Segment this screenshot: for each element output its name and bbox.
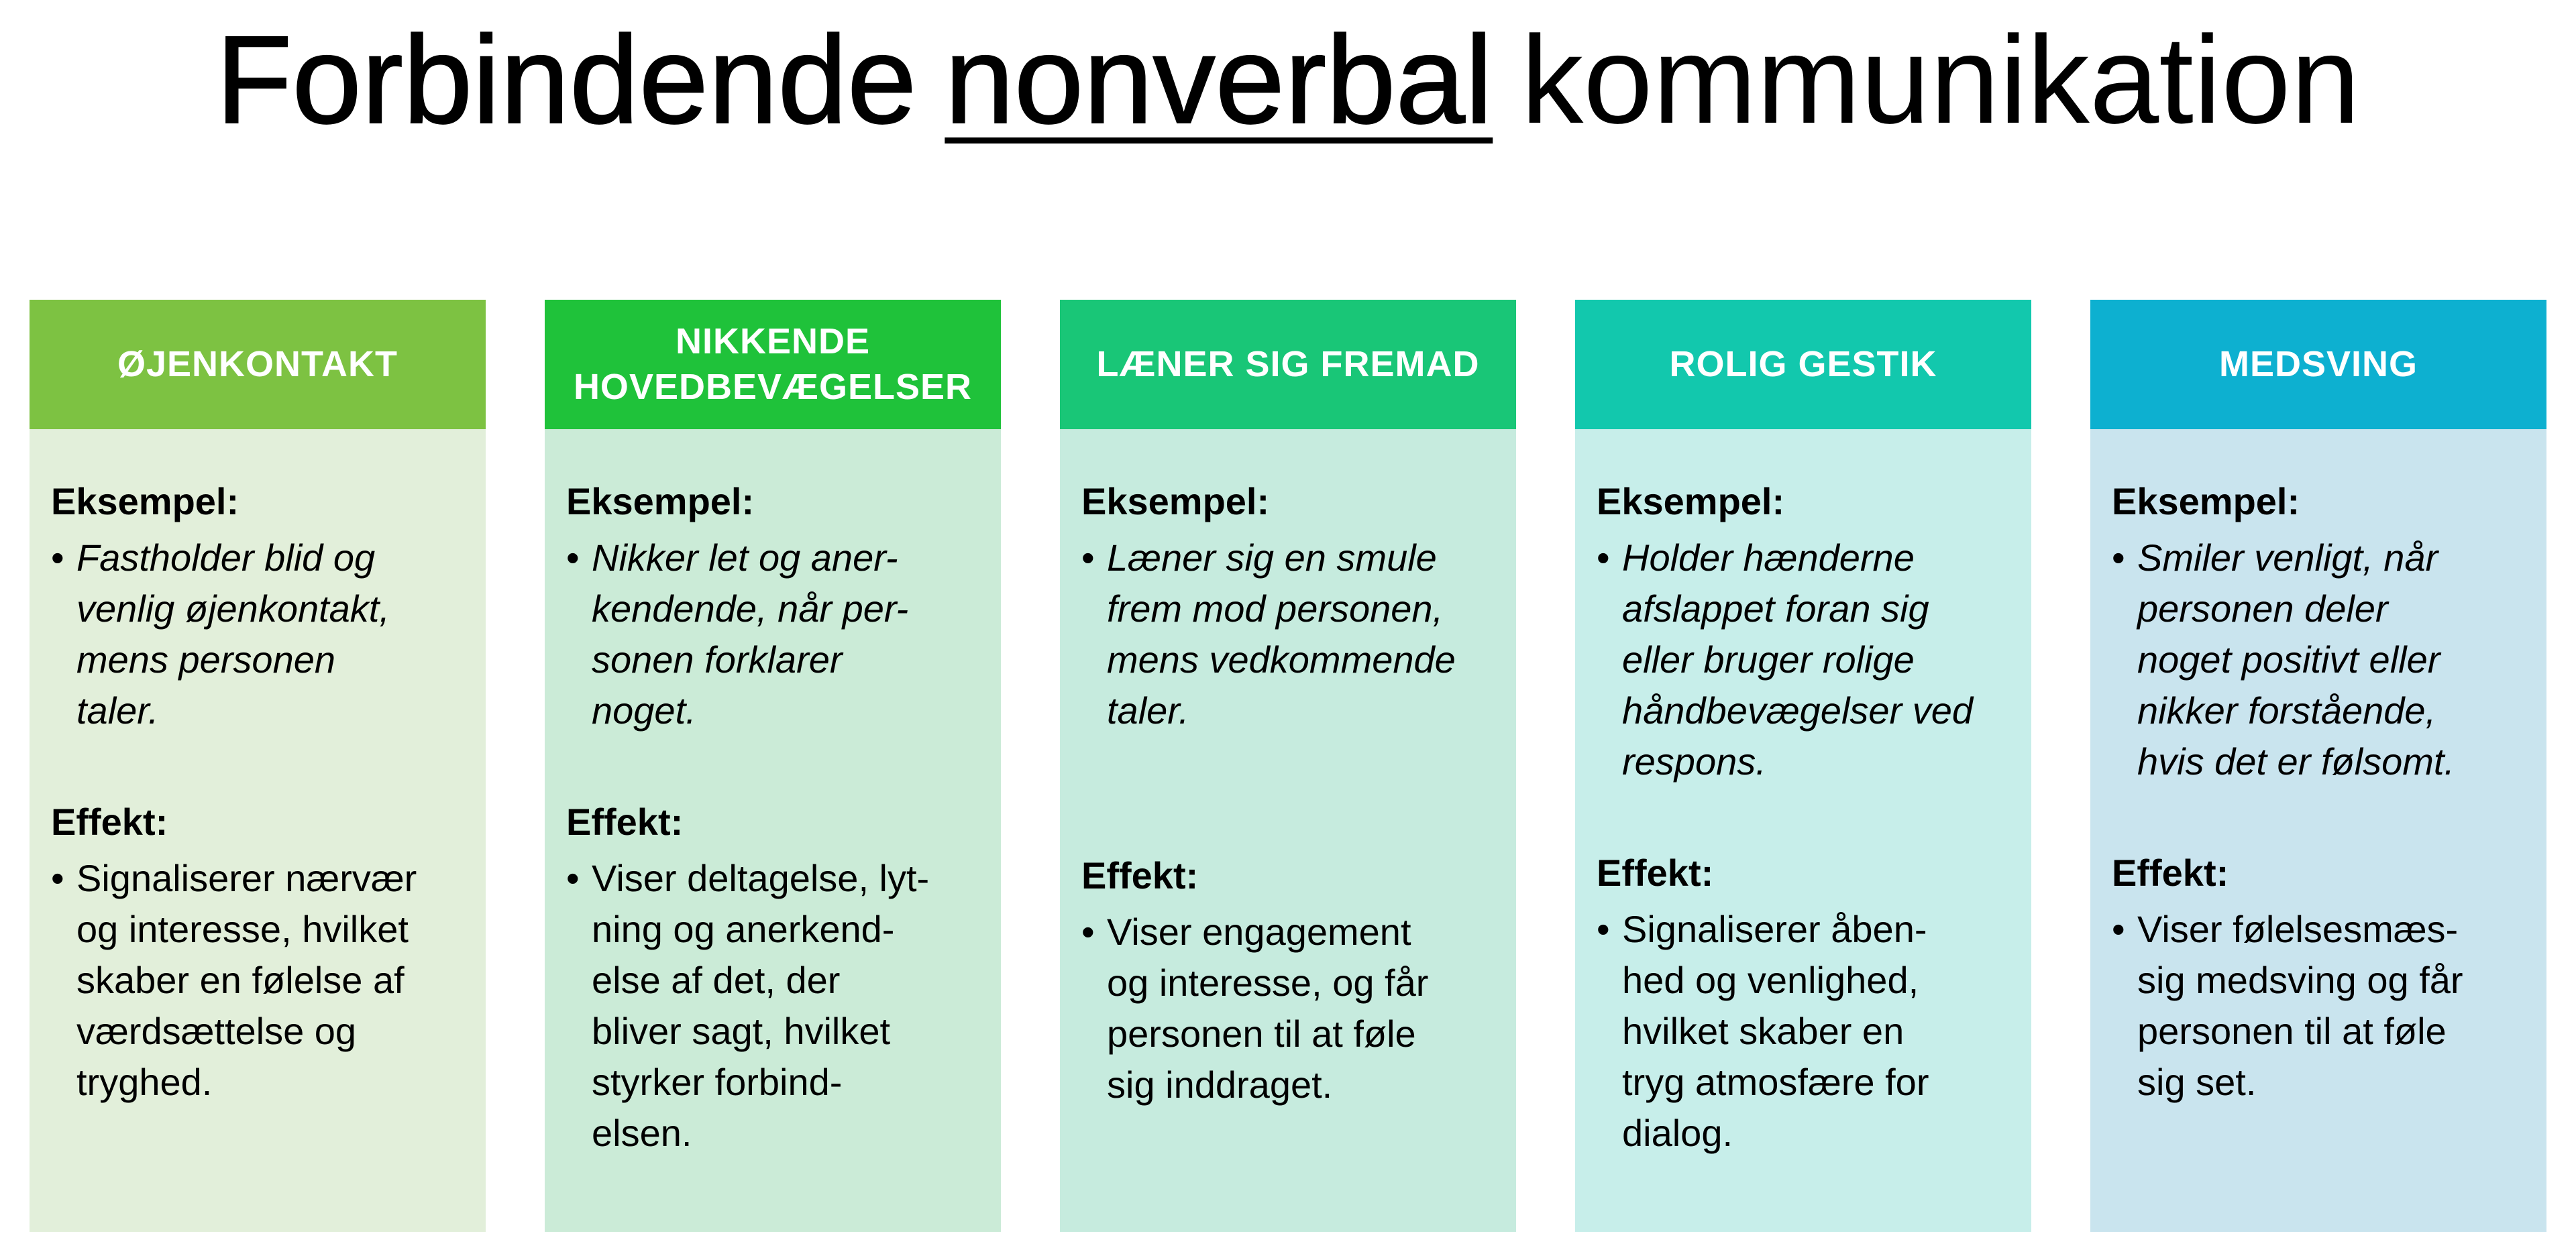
card-header: ØJENKONTAKT bbox=[30, 300, 486, 429]
effect-text: Viser deltagelse, lyt- ning og anerkend- else af det, der bliver sagt, hvilket styrker forbind- elsen. bbox=[592, 857, 930, 1154]
card-header: MEDSVING bbox=[2090, 300, 2546, 429]
effect-item bbox=[566, 853, 981, 1159]
effect-text: Signaliserer åben- hed og venlighed, hvilket skaber en tryg atmosfære for dialog. bbox=[1622, 908, 1929, 1154]
example-text: Læner sig en smule frem mod personen, mens vedkommende taler. bbox=[1107, 536, 1456, 732]
card-nikkende-hovedbevaegelser bbox=[545, 300, 1001, 1232]
effect-label: Effekt: bbox=[1081, 854, 1199, 897]
example-text: Fastholder blid og venlig øjenkontakt, mens personen taler. bbox=[76, 536, 390, 732]
example-label: Eksempel: bbox=[1081, 480, 1270, 522]
bullet-icon: • bbox=[566, 857, 580, 899]
example-label: Eksempel: bbox=[2112, 480, 2300, 522]
bullet-icon: • bbox=[1597, 908, 1610, 950]
card-body bbox=[1060, 429, 1516, 1232]
card-header: LÆNER SIG FREMAD bbox=[1060, 300, 1516, 429]
example-label: Eksempel: bbox=[566, 480, 755, 522]
bullet-icon: • bbox=[51, 857, 64, 899]
card-body bbox=[2090, 429, 2546, 1232]
effect-label: Effekt: bbox=[51, 801, 168, 843]
card-body bbox=[1575, 429, 2031, 1232]
card-laener-sig-fremad bbox=[1060, 300, 1516, 1232]
example-item bbox=[1597, 532, 2011, 787]
example-label: Eksempel: bbox=[51, 480, 239, 522]
bullet-icon: • bbox=[1597, 536, 1610, 579]
example-item bbox=[51, 532, 466, 736]
effect-item bbox=[2112, 904, 2526, 1108]
effect-label: Effekt: bbox=[1597, 852, 1714, 894]
example-item bbox=[566, 532, 981, 736]
title-part-3: kommunikation bbox=[1521, 11, 2361, 150]
example-text: Nikker let og aner- kendende, når per- sonen forklarer noget. bbox=[592, 536, 909, 732]
title-part-2-underlined: nonverbal bbox=[945, 11, 1493, 150]
card-header: ROLIG GESTIK bbox=[1575, 300, 2031, 429]
bullet-icon: • bbox=[1081, 911, 1095, 953]
card-medsving bbox=[2090, 300, 2546, 1232]
effect-text: Viser følelsesmæs- sig medsving og får personen til at føle sig set. bbox=[2137, 908, 2463, 1103]
effect-text: Viser engagement og interesse, og får personen til at føle sig inddraget. bbox=[1107, 911, 1429, 1106]
card-body bbox=[30, 429, 486, 1232]
card-body bbox=[545, 429, 1001, 1232]
bullet-icon: • bbox=[51, 536, 64, 579]
page-title bbox=[0, 0, 2576, 161]
effect-label: Effekt: bbox=[566, 801, 684, 843]
title-part-1: Forbindende bbox=[215, 11, 917, 150]
example-label: Eksempel: bbox=[1597, 480, 1785, 522]
example-item bbox=[1081, 532, 1496, 736]
bullet-icon: • bbox=[2112, 536, 2125, 579]
example-item bbox=[2112, 532, 2526, 787]
card-rolig-gestik bbox=[1575, 300, 2031, 1232]
effect-label: Effekt: bbox=[2112, 852, 2229, 894]
cards-row bbox=[0, 300, 2576, 1232]
bullet-icon: • bbox=[566, 536, 580, 579]
effect-item bbox=[51, 853, 466, 1108]
example-text: Smiler venligt, når personen deler noget positivt eller nikker forstående, hvis det er følsomt. bbox=[2137, 536, 2455, 783]
example-text: Holder hænderne afslappet foran sig eller bruger rolige håndbevægelser ved respons. bbox=[1622, 536, 1974, 783]
card-header: NIKKENDE HOVEDBEVÆGELSER bbox=[545, 300, 1001, 429]
bullet-icon: • bbox=[2112, 908, 2125, 950]
bullet-icon: • bbox=[1081, 536, 1095, 579]
effect-item bbox=[1081, 907, 1496, 1110]
card-ojenkontakt bbox=[30, 300, 486, 1232]
effect-item bbox=[1597, 904, 2011, 1159]
effect-text: Signaliserer nærvær og interesse, hvilket skaber en følelse af værdsættelse og tryghed. bbox=[76, 857, 417, 1103]
